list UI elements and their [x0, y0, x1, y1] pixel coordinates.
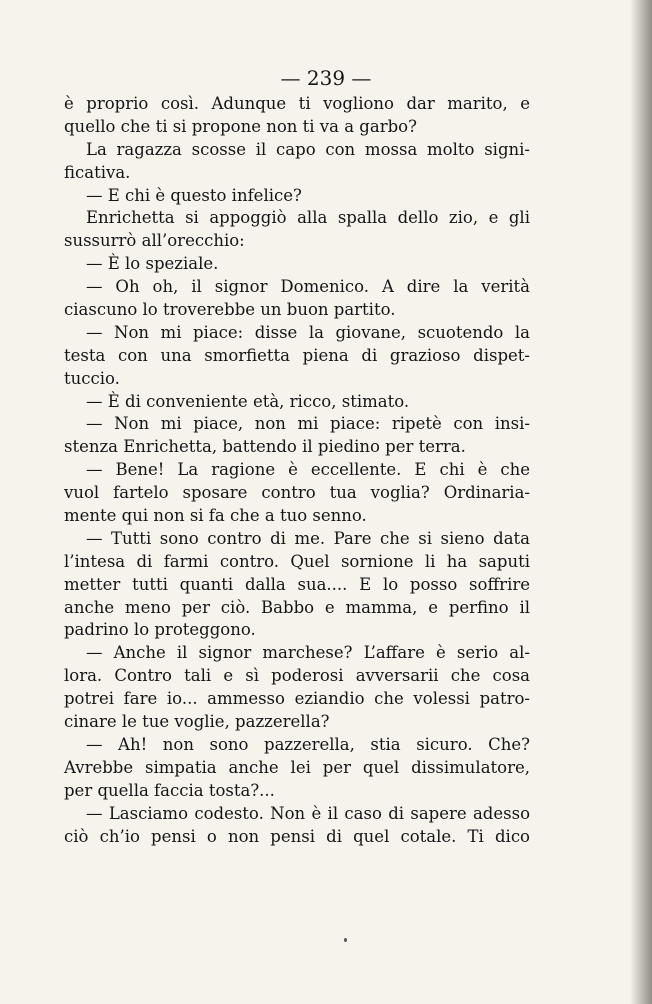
text-line: — È lo speziale.	[86, 254, 219, 274]
text-line: ficativa.	[64, 162, 131, 182]
text-line: testa con una smorfietta piena di grazioso dispet-	[64, 345, 530, 365]
text-line: mente qui non si fa che a tuo senno.	[64, 506, 367, 526]
text-line: — È di conveniente età, ricco, stimato.	[86, 391, 410, 411]
text-line: metter tutti quanti dalla sua.... E lo posso soffrire	[64, 574, 530, 594]
page-edge-shadow	[630, 0, 652, 1004]
text-line: — Lasciamo codesto. Non è il caso di sapere adesso	[86, 803, 530, 823]
text-line: per quella faccia tosta?...	[64, 780, 275, 800]
body-text	[64, 93, 530, 848]
text-line: — Non mi piace: disse la giovane, scuotendo la	[86, 322, 530, 342]
text-line: è proprio così. Adunque ti vogliono dar marito, e	[64, 94, 530, 113]
page-number: — 239 —	[280, 66, 372, 90]
text-line: vuol fartelo sposare contro tua voglia? Ordinaria-	[64, 483, 530, 503]
text-line: ciò ch’io pensi o non pensi di quel cotale. Ti dico	[64, 826, 530, 846]
text-line: cinare le tue voglie, pazzerella?	[64, 712, 330, 732]
text-line: — Anche il signor marchese? L’affare è serio al-	[86, 643, 530, 663]
text-line: quello che ti si propone non ti va a garbo?	[64, 116, 417, 136]
text-line: — Non mi piace, non mi piace: ripetè con insi-	[86, 414, 530, 434]
ink-speck	[344, 938, 347, 942]
text-line: — Oh oh, il signor Domenico. A dire la verità	[86, 277, 530, 297]
text-line: lora. Contro tali e sì poderosi avversarii che cosa	[64, 666, 530, 686]
text-line: — Bene! La ragione è eccellente. E chi è che	[86, 460, 530, 480]
text-line: — Ah! non sono pazzerella, stia sicuro. Che?	[86, 734, 530, 754]
text-line: ciascuno lo troverebbe un buon partito.	[64, 300, 396, 320]
text-line: anche meno per ciò. Babbo e mamma, e perfino il	[64, 597, 530, 617]
text-line: La ragazza scosse il capo con mossa molto signi-	[86, 139, 530, 159]
text-line: padrino lo proteggono.	[64, 620, 256, 640]
text-line: tuccio.	[64, 368, 120, 388]
text-line: Enrichetta si appoggiò alla spalla dello zio, e gli	[86, 208, 530, 228]
text-line: Avrebbe simpatia anche lei per quel dissimulatore,	[64, 757, 530, 777]
text-line: — E chi è questo infelice?	[86, 185, 302, 205]
text-line: — Tutti sono contro di me. Pare che si sieno data	[86, 528, 530, 548]
text-line: l’intesa di farmi contro. Quel sornione li ha saputi	[64, 551, 530, 571]
text-line: stenza Enrichetta, battendo il piedino per terra.	[64, 437, 466, 457]
text-line: potrei fare io... ammesso eziandio che volessi patro-	[64, 689, 530, 709]
text-line: sussurrò all’orecchio:	[64, 231, 245, 251]
